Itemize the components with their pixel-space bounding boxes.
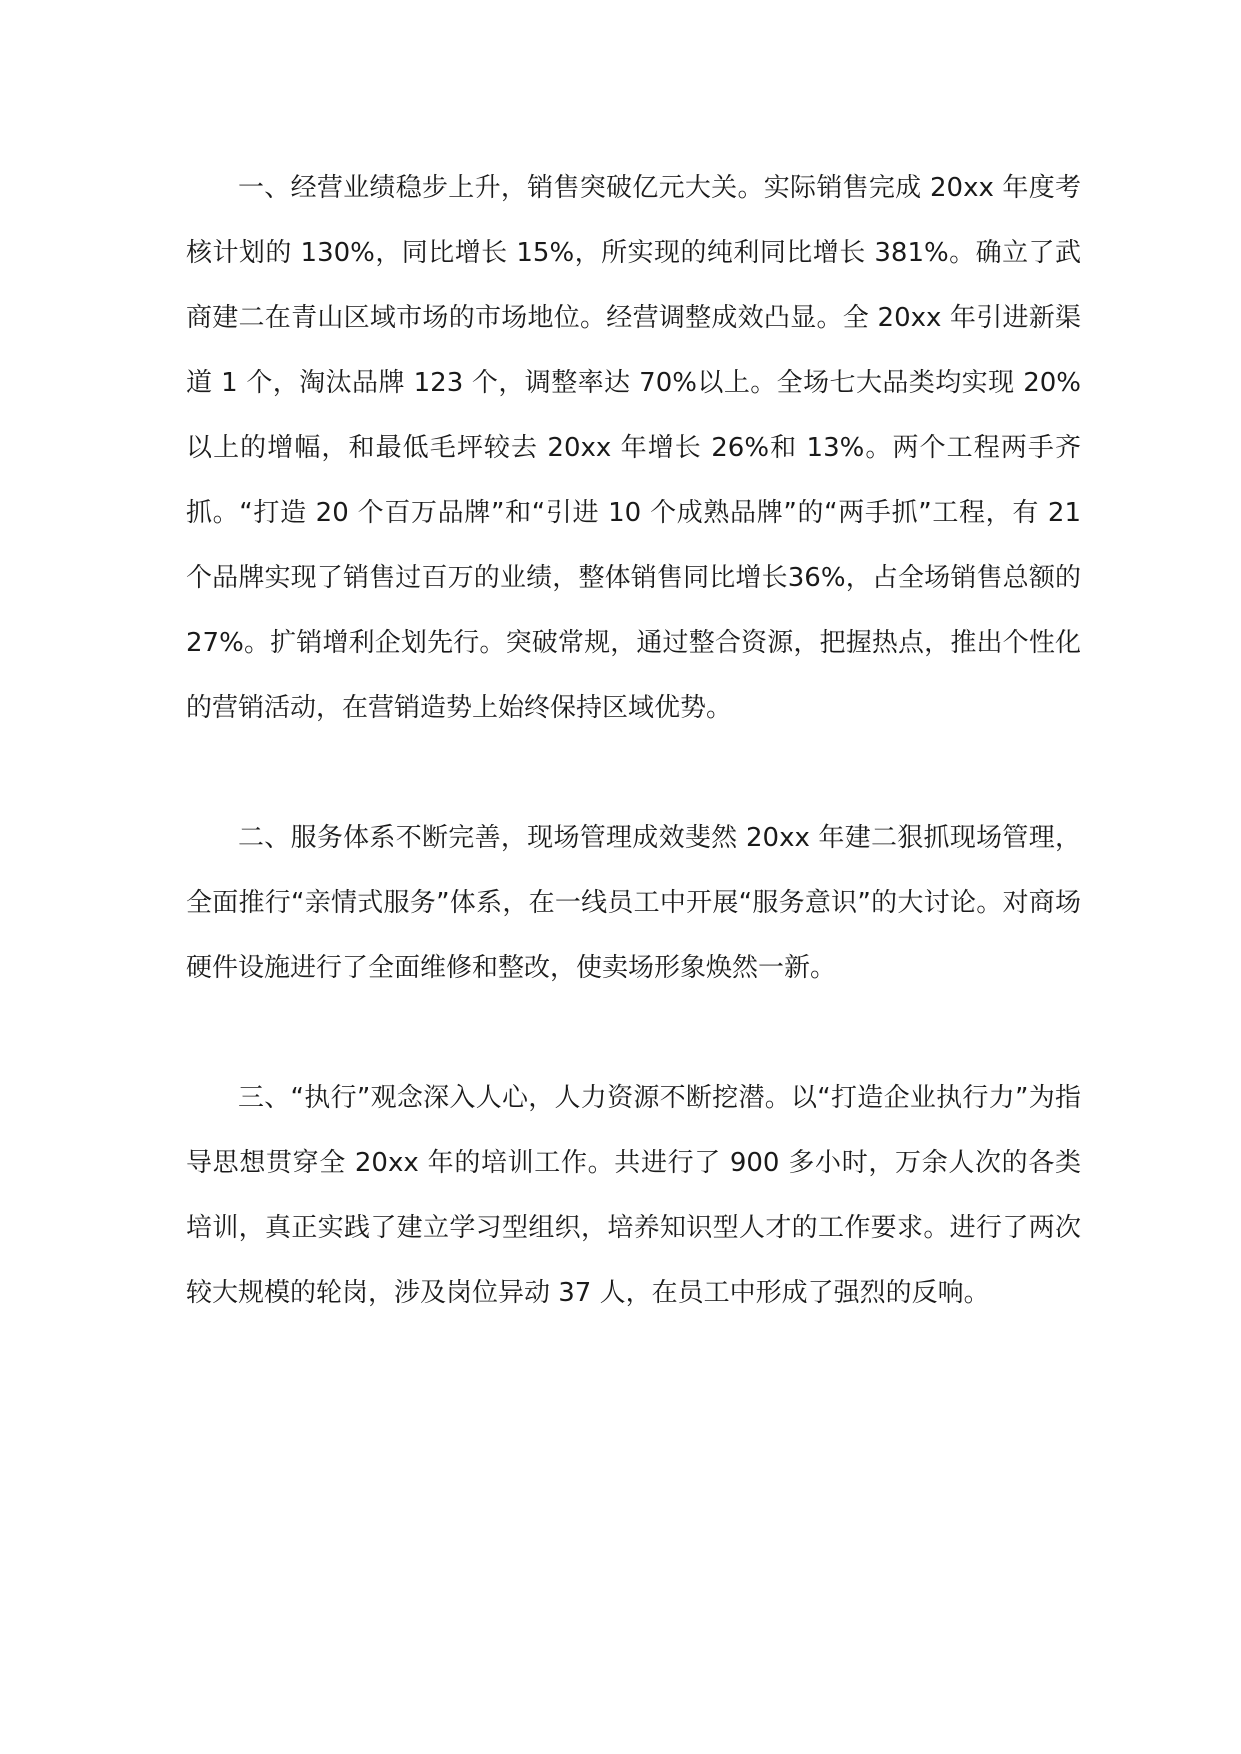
paragraph-performance: 一、经营业绩稳步上升，销售突破亿元大关。实际销售完成 20xx 年度考核计划的 130%，同比增长 15%，所实现的纯利同比增长 381%。确立了武商建二在青山区域市场的市场地位。经营调整成效凸显。全 20xx 年引进新渠道 1 个，淘汰品牌 123 个，调整率达 70%以上。全场七大品类均实现 20%以上的增幅，和最低毛坪较去 20xx 年增长 26%和 13%。两个工程两手齐抓。“打造 20 个百万品牌”和“引进 10 个成熟品牌”的“两手抓”工程，有 21 个品牌实现了销售过百万的业绩，整体销售同比增长36%，占全场销售总额的27%。扩销增利企划先行。突破常规，通过整合资源，把握热点，推出个性化的营销活动，在营销造势上始终保持区域优势。 [186, 173, 1081, 723]
paragraph-service: 二、服务体系不断完善，现场管理成效斐然 20xx 年建二狠抓现场管理，全面推行“亲情式服务”体系，在一线员工中开展“服务意识”的大讨论。对商场硬件设施进行了全面维修和整改，使卖场形象焕然一新。 [186, 823, 1081, 983]
document-body [186, 156, 1081, 1391]
paragraph-execution: 三、“执行”观念深入人心，人力资源不断挖潜。以“打造企业执行力”为指导思想贯穿全 20xx 年的培训工作。共进行了 900 多小时，万余人次的各类培训，真正实践了建立学习型组织，培养知识型人才的工作要求。进行了两次较大规模的轮岗，涉及岗位异动 37 人，在员工中形成了强烈的反响。 [186, 1083, 1081, 1308]
